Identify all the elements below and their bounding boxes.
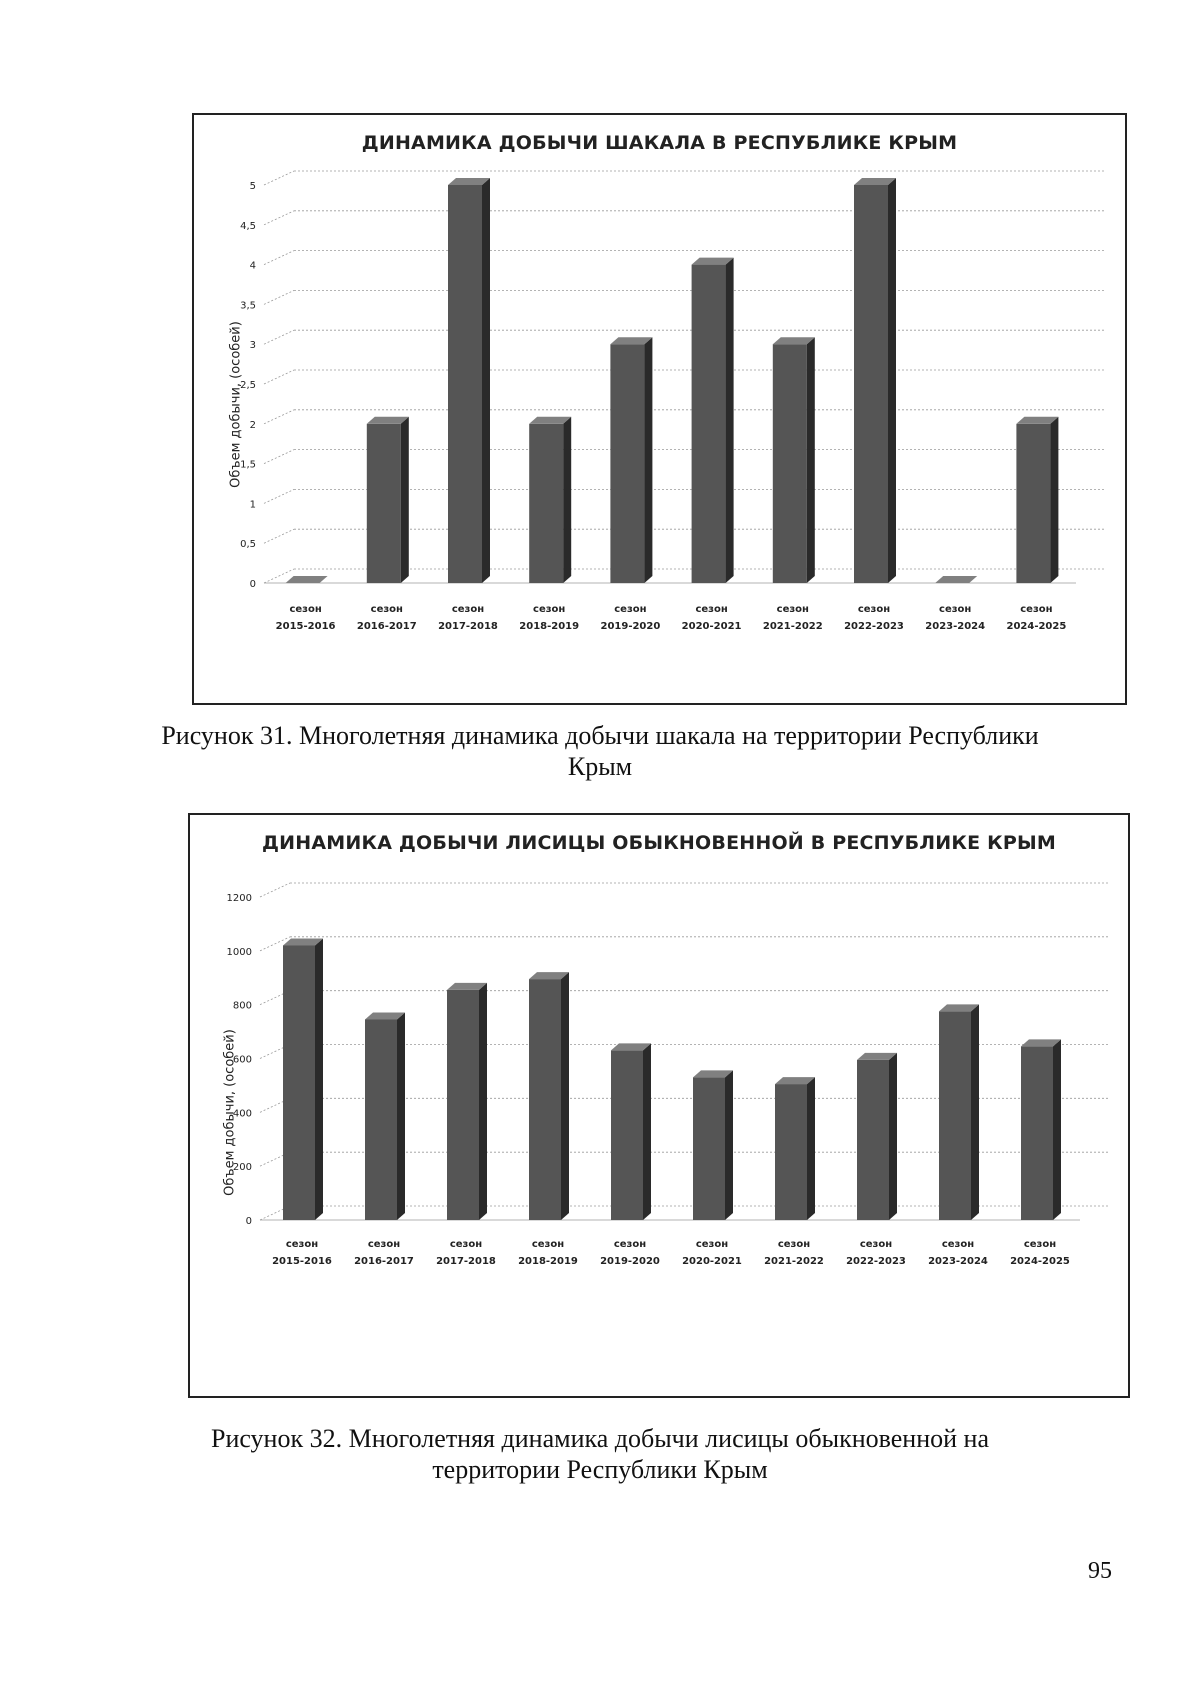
y-tick-label: 4 [249, 260, 256, 272]
chart-title: ДИНАМИКА ДОБЫЧИ ШАКАЛА В РЕСПУБЛИКЕ КРЫМ [361, 132, 958, 154]
x-tick-label: сезон [939, 604, 972, 615]
grid-diagonal [264, 450, 294, 464]
fox-chart-plot [190, 815, 1128, 1396]
bar [693, 1070, 733, 1220]
x-tick-label: сезон [1020, 604, 1053, 615]
y-tick-label: 0 [249, 579, 256, 590]
grid-diagonal [264, 529, 294, 543]
x-tick-label: 2015-2016 [272, 1256, 332, 1267]
bar [775, 1077, 815, 1220]
y-axis-label: Объем добычи, (особей) [222, 1029, 238, 1196]
grid-diagonal [264, 370, 294, 384]
bar [286, 576, 328, 583]
x-tick-label: сезон [857, 604, 891, 615]
y-tick-label: 1000 [226, 946, 252, 958]
x-tick-label: сезон [285, 1239, 319, 1250]
bar [448, 178, 490, 583]
y-tick-label: 400 [232, 1108, 252, 1120]
x-tick-label: сезон [367, 1239, 401, 1250]
x-tick-label: сезон [941, 1239, 975, 1250]
grid-diagonal [264, 489, 294, 503]
x-tick-label: 2020-2021 [681, 621, 742, 632]
x-tick-label: сезон [289, 604, 322, 615]
figure-caption-32: Рисунок 32. Многолетняя динамика добычи лисицы обыкновенной на территории Республики Крым [210, 1424, 990, 1484]
x-tick-label: 2024-2025 [1010, 1256, 1070, 1267]
y-tick-label: 4,5 [240, 220, 256, 232]
bar [367, 417, 409, 583]
bar [529, 417, 571, 583]
y-tick-label: 1 [249, 499, 256, 511]
bar [1016, 417, 1058, 583]
y-tick-label: 5 [249, 181, 256, 192]
page-number: 95 [1088, 1558, 1112, 1584]
bar [854, 178, 896, 583]
y-tick-label: 600 [232, 1054, 252, 1066]
y-tick-label: 1200 [226, 893, 252, 904]
y-tick-label: 3,5 [240, 300, 256, 312]
x-tick-label: сезон [614, 604, 647, 615]
y-axis-label: Объем добычи, (особей) [228, 321, 244, 488]
x-tick-label: 2024-2025 [1006, 621, 1067, 632]
x-tick-label: сезон [370, 604, 403, 615]
bar [283, 938, 323, 1220]
y-tick-label: 1,5 [240, 459, 256, 471]
x-tick-label: 2023-2024 [925, 621, 986, 632]
x-tick-label: 2019-2020 [600, 1256, 660, 1267]
y-tick-label: 3 [249, 340, 256, 352]
x-tick-label: сезон [533, 604, 566, 615]
bar [447, 983, 487, 1220]
x-tick-label: сезон [777, 1239, 811, 1250]
y-tick-label: 0,5 [240, 539, 256, 551]
bar [1021, 1039, 1061, 1220]
x-tick-label: 2020-2021 [682, 1256, 742, 1267]
x-tick-label: 2018-2019 [519, 621, 580, 632]
bar [939, 1004, 979, 1220]
x-tick-label: сезон [449, 1239, 483, 1250]
x-tick-label: 2016-2017 [356, 621, 417, 632]
bar [529, 972, 569, 1220]
grid-diagonal [264, 330, 294, 344]
x-tick-label: сезон [1023, 1239, 1057, 1250]
x-tick-label: сезон [613, 1239, 647, 1250]
bar [773, 337, 815, 583]
y-tick-label: 200 [232, 1162, 252, 1174]
x-tick-label: сезон [695, 604, 728, 615]
bar [365, 1012, 405, 1220]
jackal-chart-plot [194, 115, 1125, 703]
bar [857, 1053, 897, 1220]
x-tick-label: сезон [531, 1239, 565, 1250]
x-tick-label: 2021-2022 [764, 1256, 824, 1267]
jackal-chart [192, 113, 1127, 705]
x-tick-label: 2022-2023 [846, 1256, 906, 1267]
x-tick-label: сезон [859, 1239, 893, 1250]
y-tick-label: 800 [232, 1000, 252, 1012]
x-tick-label: 2023-2024 [928, 1256, 988, 1267]
x-tick-label: 2016-2017 [354, 1256, 414, 1267]
x-tick-label: сезон [451, 604, 485, 615]
x-tick-label: 2021-2022 [762, 621, 823, 632]
grid-diagonal [264, 290, 294, 304]
grid-diagonal [264, 211, 294, 225]
grid-diagonal [260, 883, 290, 897]
y-tick-label: 2,5 [240, 380, 256, 391]
chart-title: ДИНАМИКА ДОБЫЧИ ЛИСИЦЫ ОБЫКНОВЕННОЙ В РЕСПУБЛИКЕ КРЫМ [262, 832, 1056, 854]
y-tick-label: 2 [249, 419, 256, 431]
bar [610, 337, 652, 583]
y-tick-label: 0 [245, 1216, 252, 1227]
x-tick-label: 2015-2016 [275, 621, 336, 632]
fox-chart [188, 813, 1130, 1398]
bar [611, 1043, 651, 1220]
x-tick-label: сезон [776, 604, 809, 615]
figure-caption-31: Рисунок 31. Многолетняя динамика добычи шакала на территории Республики Крым [161, 721, 1039, 781]
x-tick-label: 2017-2018 [438, 621, 498, 632]
x-tick-label: 2018-2019 [518, 1256, 578, 1267]
bar [935, 576, 977, 583]
grid-diagonal [264, 410, 294, 424]
grid-diagonal [264, 251, 294, 265]
bar [692, 258, 734, 583]
x-tick-label: 2019-2020 [600, 621, 661, 632]
grid-diagonal [264, 171, 294, 185]
x-tick-label: 2017-2018 [436, 1256, 496, 1267]
x-tick-label: 2022-2023 [844, 621, 904, 632]
x-tick-label: сезон [695, 1239, 729, 1250]
